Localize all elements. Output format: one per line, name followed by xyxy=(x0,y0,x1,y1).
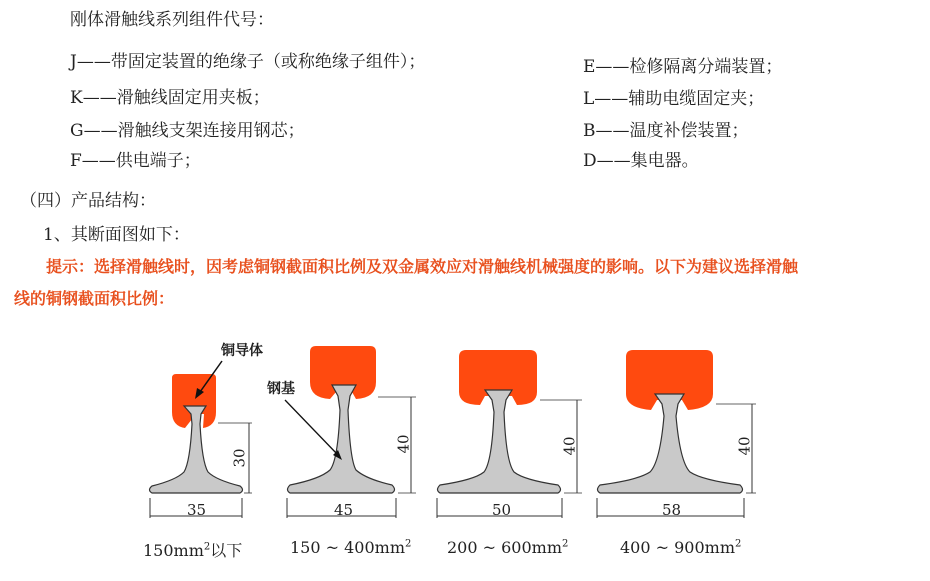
profile-1-height: 30 xyxy=(230,448,249,468)
hint-line-1: 提示：选择滑触线时，因考虑铜钢截面积比例及双金属效应对滑触线机械强度的影响。以下为建议选择滑触 xyxy=(46,257,799,276)
profile-3-width: 50 xyxy=(492,501,512,519)
callout-steel-label: 钢基 xyxy=(267,381,295,397)
code-e: E——检修隔离分端装置； xyxy=(583,57,783,77)
profile-4-width: 58 xyxy=(662,501,682,519)
code-f: F——供电端子； xyxy=(70,151,201,171)
profile-2-steel-base xyxy=(288,385,395,493)
hint-line-2: 线的铜钢截面积比例： xyxy=(14,289,175,308)
profile-1-steel-base xyxy=(150,406,243,493)
profile-4-steel-base xyxy=(598,394,743,493)
subsection-title: 1、其断面图如下： xyxy=(43,225,190,245)
codes-heading: 刚体滑触线系列组件代号： xyxy=(70,10,274,30)
profile-2-caption: 150 ~ $400mm^2$ xyxy=(290,538,412,557)
profile-1 xyxy=(150,374,253,518)
profile-3-steel-base xyxy=(438,390,561,493)
code-l: L——辅助电缆固定夹； xyxy=(583,89,765,109)
profile-2-width: 45 xyxy=(334,501,354,519)
code-d: D——集电器。 xyxy=(583,151,699,171)
profile-4 xyxy=(597,350,756,518)
code-g: G——滑触线支架连接用钢芯； xyxy=(70,121,305,141)
profile-3-caption: 200 ~ $600mm^2$ xyxy=(447,538,569,557)
profile-4-height: 40 xyxy=(735,436,754,456)
profile-1-caption: $150mm^2$以下 xyxy=(143,541,243,560)
code-b: B——温度补偿装置； xyxy=(583,121,749,141)
code-j: J——带固定装置的绝缘子（或称绝缘子组件）； xyxy=(70,52,426,72)
profile-2-height: 40 xyxy=(394,434,413,454)
section-title: （四）产品结构： xyxy=(20,191,156,211)
profile-1-width: 35 xyxy=(187,501,207,519)
profile-4-caption: 400 ~ $900mm^2$ xyxy=(620,538,742,557)
code-k: K——滑触线固定用夹板； xyxy=(70,88,270,108)
callout-copper-label: 铜导体 xyxy=(221,343,263,359)
profile-2 xyxy=(287,346,416,518)
profile-3-height: 40 xyxy=(560,436,579,456)
profile-3 xyxy=(437,350,582,518)
